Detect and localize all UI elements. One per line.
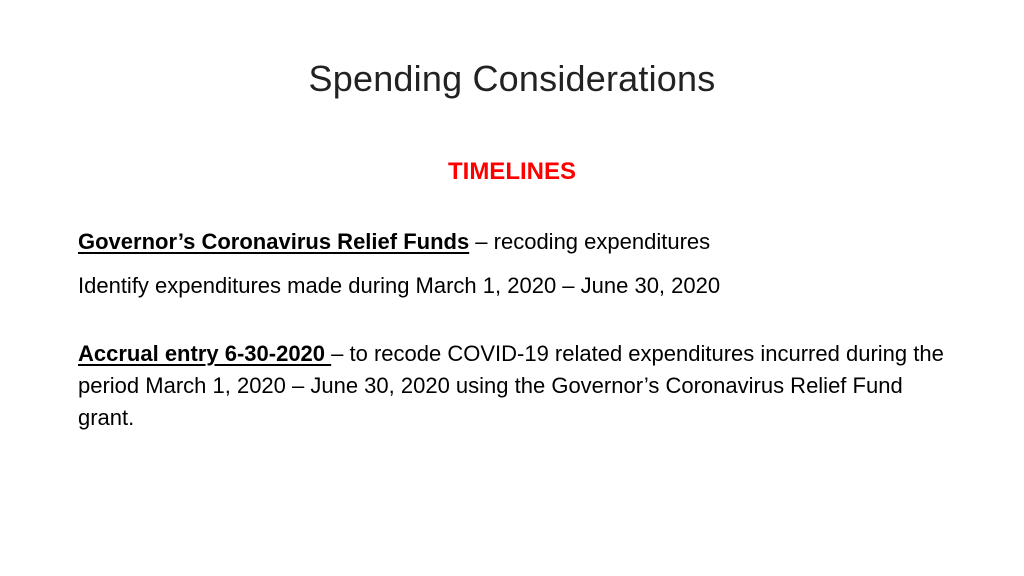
slide-title: Spending Considerations <box>308 58 716 99</box>
term-accrual-entry: Accrual entry 6-30-2020 <box>78 341 332 366</box>
term-relief-funds: Governor’s Coronavirus Relief Funds <box>78 229 470 254</box>
paragraph-text: – recoding expenditures <box>469 229 711 254</box>
paragraph-relief-funds <box>78 226 958 258</box>
paragraph-text: Identify expenditures made during March 1, 2020 – June 30, 2020 <box>78 273 721 298</box>
slide-subtitle: TIMELINES <box>447 158 576 185</box>
paragraph-accrual-entry <box>78 338 958 434</box>
slide-content <box>78 226 958 434</box>
paragraph-identify-expenditures <box>78 270 958 302</box>
paragraph-text: – to recode COVID-19 related expenditures incurred during the period March 1, 2020 – June 30, 2020 using the Governor’s Coronavirus Relief Fund grant. <box>78 341 944 430</box>
